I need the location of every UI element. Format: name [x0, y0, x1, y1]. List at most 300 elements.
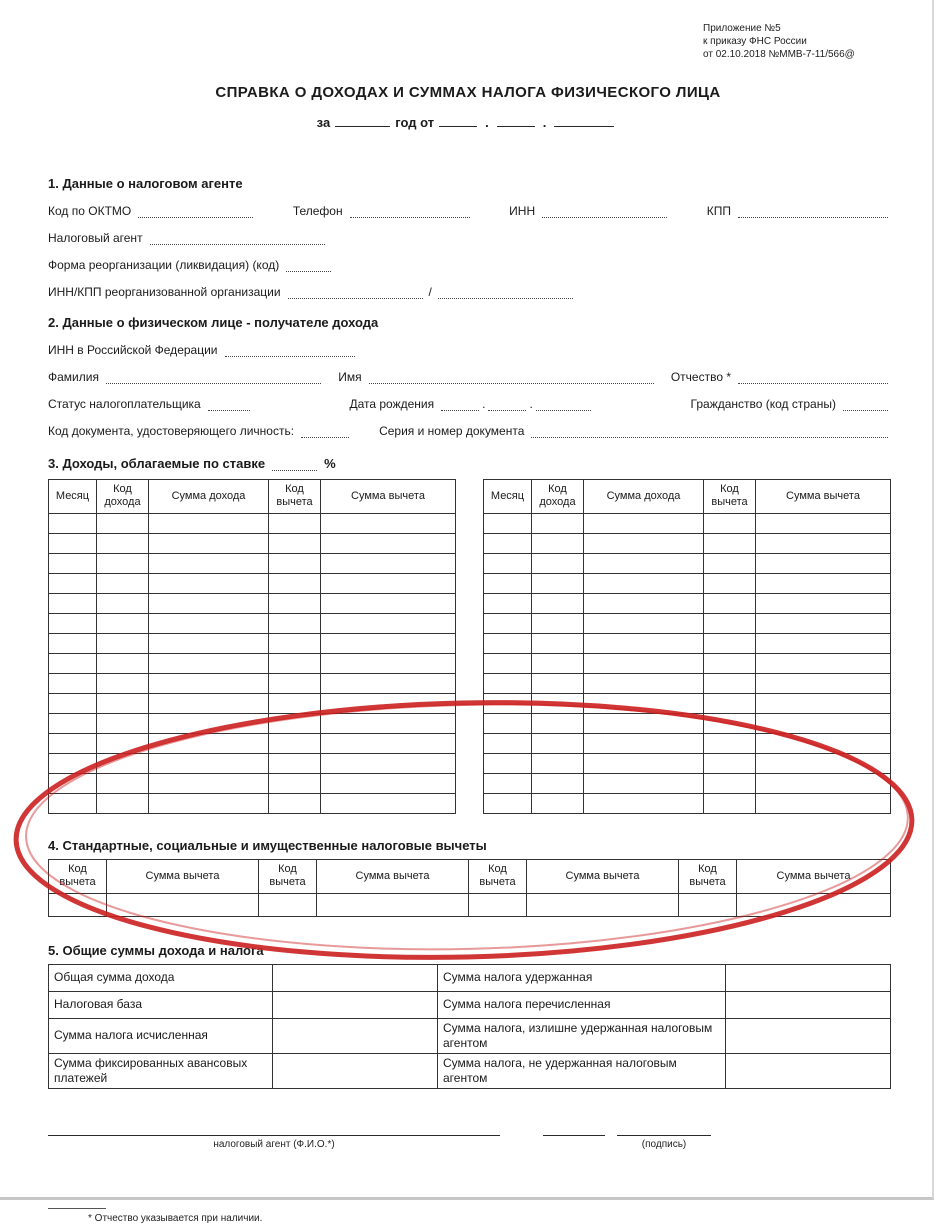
- empty-row: [49, 593, 456, 613]
- empty-row: [484, 633, 891, 653]
- empty-cell: [149, 633, 269, 653]
- empty-cell: [756, 533, 891, 553]
- column-header: Месяц: [484, 479, 532, 513]
- empty-cell: [704, 553, 756, 573]
- totals-label-cell: Сумма налога, излишне удержанная налоговым агентом: [438, 1018, 726, 1053]
- patronymic-field: [738, 371, 888, 384]
- empty-row: [49, 893, 891, 916]
- empty-cell: [97, 693, 149, 713]
- empty-cell: [269, 673, 321, 693]
- empty-cell: [584, 793, 704, 813]
- empty-cell: [584, 553, 704, 573]
- empty-cell: [532, 593, 584, 613]
- taxpayer-status-group: [48, 397, 250, 411]
- empty-cell: [484, 773, 532, 793]
- totals-row: [49, 1053, 891, 1088]
- column-header: Код дохода: [532, 479, 584, 513]
- person-inn-label: ИНН в Российской Федерации: [48, 342, 218, 357]
- empty-cell: [704, 693, 756, 713]
- empty-row: [484, 593, 891, 613]
- empty-cell: [321, 513, 456, 533]
- empty-cell: [97, 653, 149, 673]
- empty-cell: [149, 693, 269, 713]
- year-field: [335, 113, 390, 127]
- empty-cell: [49, 533, 97, 553]
- secondary-line-block: [543, 1135, 605, 1136]
- empty-row: [484, 753, 891, 773]
- slash-separator: /: [428, 284, 432, 299]
- empty-cell: [49, 633, 97, 653]
- phone-field: [350, 205, 470, 218]
- empty-cell: [49, 773, 97, 793]
- totals-row: [49, 991, 891, 1018]
- column-header: Сумма вычета: [321, 479, 456, 513]
- tax-rate-field: [272, 458, 317, 471]
- empty-cell: [321, 793, 456, 813]
- totals-value-cell: [726, 1053, 891, 1088]
- empty-cell: [149, 753, 269, 773]
- firstname-field: [369, 371, 654, 384]
- empty-cell: [756, 573, 891, 593]
- empty-cell: [321, 653, 456, 673]
- empty-cell: [269, 513, 321, 533]
- date-year-field: [554, 113, 614, 127]
- inn-label: ИНН: [509, 203, 536, 218]
- empty-cell: [107, 893, 259, 916]
- empty-row: [49, 753, 456, 773]
- income-table-left: [48, 479, 456, 814]
- empty-cell: [484, 513, 532, 533]
- empty-cell: [321, 613, 456, 633]
- empty-cell: [97, 773, 149, 793]
- empty-cell: [149, 733, 269, 753]
- totals-row: [49, 1018, 891, 1053]
- column-header: Код вычета: [259, 859, 317, 893]
- empty-cell: [756, 773, 891, 793]
- column-header: Сумма вычета: [317, 859, 469, 893]
- agent-row-reorg-inn: [48, 285, 888, 299]
- empty-row: [49, 633, 456, 653]
- empty-cell: [321, 773, 456, 793]
- person-row-status: [48, 397, 888, 411]
- inn-field: [542, 205, 667, 218]
- empty-cell: [317, 893, 469, 916]
- empty-cell: [269, 593, 321, 613]
- empty-cell: [49, 613, 97, 633]
- section5-heading: 5. Общие суммы дохода и налога: [48, 942, 264, 958]
- percent-sign: %: [324, 455, 336, 471]
- column-header: Код вычета: [469, 859, 527, 893]
- empty-cell: [532, 753, 584, 773]
- birth-year-field: [536, 398, 591, 411]
- empty-cell: [737, 893, 891, 916]
- section4-heading: 4. Стандартные, социальные и имущественные налоговые вычеты: [48, 837, 487, 853]
- empty-cell: [756, 753, 891, 773]
- doc-series-field: [531, 425, 888, 438]
- empty-row: [49, 673, 456, 693]
- empty-row: [484, 673, 891, 693]
- surname-group: [48, 370, 321, 384]
- empty-cell: [49, 513, 97, 533]
- empty-row: [49, 573, 456, 593]
- surname-field: [106, 371, 321, 384]
- empty-cell: [704, 633, 756, 653]
- phone-label: Телефон: [292, 203, 343, 218]
- empty-cell: [97, 633, 149, 653]
- totals-row: [49, 964, 891, 991]
- reorg-kpp-field: [438, 286, 573, 299]
- date-separator: .: [529, 396, 533, 411]
- empty-cell: [149, 593, 269, 613]
- empty-row: [49, 693, 456, 713]
- empty-cell: [532, 693, 584, 713]
- doc-series-label: Серия и номер документа: [379, 423, 525, 438]
- empty-row: [484, 773, 891, 793]
- empty-cell: [49, 793, 97, 813]
- empty-cell: [49, 713, 97, 733]
- empty-cell: [321, 633, 456, 653]
- oktmo-label: Код по ОКТМО: [48, 203, 132, 218]
- taxpayer-status-label: Статус налогоплательщика: [48, 396, 201, 411]
- agent-signature-caption: налоговый агент (Ф.И.О.*): [213, 1138, 335, 1150]
- empty-cell: [584, 513, 704, 533]
- empty-cell: [484, 573, 532, 593]
- empty-cell: [97, 733, 149, 753]
- income-tables: [48, 479, 888, 814]
- empty-row: [49, 513, 456, 533]
- empty-cell: [269, 693, 321, 713]
- period-za-label: за: [316, 114, 331, 130]
- empty-cell: [704, 733, 756, 753]
- reorg-inn-kpp-label: ИНН/КПП реорганизованной организации: [48, 284, 281, 299]
- period-ot-label: от: [420, 114, 435, 130]
- totals-value-cell: [273, 1053, 438, 1088]
- empty-cell: [756, 513, 891, 533]
- empty-cell: [704, 753, 756, 773]
- signature-line: [617, 1135, 711, 1136]
- empty-cell: [704, 533, 756, 553]
- empty-cell: [149, 793, 269, 813]
- empty-cell: [532, 713, 584, 733]
- secondary-line: [543, 1135, 605, 1136]
- empty-cell: [484, 533, 532, 553]
- empty-cell: [484, 693, 532, 713]
- taxpayer-status-field: [208, 398, 250, 411]
- kpp-label: КПП: [706, 203, 731, 218]
- empty-cell: [49, 553, 97, 573]
- empty-cell: [97, 573, 149, 593]
- empty-cell: [756, 653, 891, 673]
- empty-cell: [704, 713, 756, 733]
- column-header: Сумма вычета: [737, 859, 891, 893]
- empty-cell: [269, 733, 321, 753]
- empty-cell: [584, 573, 704, 593]
- signature-section: [48, 1135, 888, 1150]
- totals-value-cell: [273, 964, 438, 991]
- empty-cell: [49, 893, 107, 916]
- empty-cell: [484, 673, 532, 693]
- reorg-form-label: Форма реорганизации (ликвидация) (код): [48, 257, 280, 272]
- empty-cell: [321, 753, 456, 773]
- empty-cell: [97, 673, 149, 693]
- firstname-group: [338, 370, 653, 384]
- date-month-field: [497, 113, 535, 127]
- empty-cell: [704, 673, 756, 693]
- empty-cell: [532, 573, 584, 593]
- totals-label-cell: Общая сумма дохода: [49, 964, 273, 991]
- empty-cell: [584, 533, 704, 553]
- empty-cell: [321, 713, 456, 733]
- date-day-field: [439, 113, 477, 127]
- empty-cell: [484, 633, 532, 653]
- kpp-group: [707, 204, 888, 218]
- totals-label-cell: Сумма налога, не удержанная налоговым агентом: [438, 1053, 726, 1088]
- empty-cell: [584, 733, 704, 753]
- empty-cell: [584, 693, 704, 713]
- empty-cell: [756, 693, 891, 713]
- signature-caption: (подпись): [641, 1138, 687, 1150]
- empty-row: [49, 733, 456, 753]
- empty-cell: [584, 613, 704, 633]
- form-reference-line1: Приложение №5: [703, 23, 781, 34]
- empty-cell: [704, 593, 756, 613]
- agent-signature-block: [48, 1135, 500, 1150]
- doc-series-group: [379, 424, 888, 438]
- totals-value-cell: [273, 991, 438, 1018]
- empty-cell: [704, 773, 756, 793]
- empty-row: [484, 553, 891, 573]
- citizenship-group: [691, 397, 888, 411]
- inn-group: [509, 204, 667, 218]
- empty-cell: [704, 653, 756, 673]
- empty-cell: [149, 533, 269, 553]
- doc-code-field: [301, 425, 349, 438]
- totals-value-cell: [726, 964, 891, 991]
- date-separator: .: [482, 396, 486, 411]
- empty-cell: [484, 613, 532, 633]
- form-reference-line2: к приказу ФНС России: [703, 36, 807, 48]
- column-header: Сумма вычета: [756, 479, 891, 513]
- tax-agent-label: Налоговый агент: [48, 230, 143, 245]
- empty-cell: [97, 753, 149, 773]
- empty-cell: [756, 793, 891, 813]
- empty-cell: [679, 893, 737, 916]
- totals-value-cell: [273, 1018, 438, 1053]
- empty-cell: [484, 593, 532, 613]
- empty-cell: [756, 673, 891, 693]
- column-header: Сумма вычета: [107, 859, 259, 893]
- empty-cell: [484, 713, 532, 733]
- empty-cell: [704, 513, 756, 533]
- empty-row: [49, 773, 456, 793]
- empty-cell: [484, 553, 532, 573]
- column-header: Код вычета: [679, 859, 737, 893]
- empty-cell: [97, 613, 149, 633]
- empty-cell: [149, 513, 269, 533]
- doc-code-label: Код документа, удостоверяющего личность:: [48, 423, 295, 438]
- section3-heading: 3. Доходы, облагаемые по ставке: [48, 455, 266, 471]
- column-header: Месяц: [49, 479, 97, 513]
- totals-label-cell: Сумма налога исчисленная: [49, 1018, 273, 1053]
- empty-cell: [756, 713, 891, 733]
- section1-heading: 1. Данные о налоговом агенте: [48, 175, 243, 191]
- empty-row: [484, 653, 891, 673]
- birth-month-field: [488, 398, 526, 411]
- empty-cell: [584, 633, 704, 653]
- empty-cell: [584, 753, 704, 773]
- agent-row-name: [48, 231, 888, 245]
- oktmo-field: [138, 205, 253, 218]
- empty-cell: [149, 613, 269, 633]
- empty-row: [484, 693, 891, 713]
- empty-cell: [269, 533, 321, 553]
- person-row-inn: [48, 343, 888, 357]
- empty-cell: [269, 553, 321, 573]
- empty-cell: [321, 733, 456, 753]
- empty-cell: [49, 593, 97, 613]
- empty-cell: [704, 613, 756, 633]
- empty-cell: [756, 553, 891, 573]
- empty-cell: [49, 653, 97, 673]
- empty-cell: [97, 793, 149, 813]
- empty-cell: [484, 753, 532, 773]
- empty-row: [49, 613, 456, 633]
- empty-cell: [532, 793, 584, 813]
- empty-cell: [49, 733, 97, 753]
- empty-cell: [584, 593, 704, 613]
- empty-cell: [321, 593, 456, 613]
- empty-cell: [149, 713, 269, 733]
- empty-cell: [532, 553, 584, 573]
- income-table-right: [483, 479, 891, 814]
- empty-cell: [532, 513, 584, 533]
- empty-cell: [269, 613, 321, 633]
- form-reference-line3: от 02.10.2018 №ММВ-7-11/566@: [703, 49, 855, 61]
- empty-cell: [532, 653, 584, 673]
- empty-cell: [97, 713, 149, 733]
- kpp-field: [738, 205, 888, 218]
- person-row-document: [48, 424, 888, 438]
- empty-cell: [49, 693, 97, 713]
- empty-cell: [97, 593, 149, 613]
- empty-cell: [97, 533, 149, 553]
- empty-cell: [321, 553, 456, 573]
- empty-cell: [321, 573, 456, 593]
- totals-label-cell: Сумма налога перечисленная: [438, 991, 726, 1018]
- empty-cell: [269, 753, 321, 773]
- empty-cell: [149, 653, 269, 673]
- tax-agent-field: [150, 232, 325, 245]
- period-god-label: год: [395, 114, 417, 130]
- empty-cell: [584, 673, 704, 693]
- empty-row: [484, 613, 891, 633]
- doc-code-group: [48, 424, 349, 438]
- empty-cell: [149, 553, 269, 573]
- empty-cell: [484, 653, 532, 673]
- birth-day-field: [441, 398, 479, 411]
- empty-cell: [149, 773, 269, 793]
- empty-cell: [269, 653, 321, 673]
- empty-cell: [321, 533, 456, 553]
- empty-cell: [97, 513, 149, 533]
- surname-label: Фамилия: [48, 369, 99, 384]
- reorg-inn-field: [288, 286, 423, 299]
- empty-cell: [484, 793, 532, 813]
- empty-row: [484, 573, 891, 593]
- column-header: Сумма дохода: [584, 479, 704, 513]
- totals-label-cell: Налоговая база: [49, 991, 273, 1018]
- empty-cell: [149, 573, 269, 593]
- empty-cell: [532, 733, 584, 753]
- empty-cell: [532, 633, 584, 653]
- empty-cell: [532, 613, 584, 633]
- footnote-divider: [48, 1208, 106, 1209]
- totals-table: [48, 964, 891, 1089]
- empty-row: [49, 553, 456, 573]
- reorg-code-field: [286, 259, 331, 272]
- empty-row: [49, 533, 456, 553]
- date-separator: .: [485, 114, 489, 130]
- deductions-table: [48, 859, 891, 917]
- empty-cell: [532, 673, 584, 693]
- column-header: Код вычета: [704, 479, 756, 513]
- firstname-label: Имя: [338, 369, 362, 384]
- person-inn-field: [225, 344, 355, 357]
- empty-row: [484, 513, 891, 533]
- empty-cell: [49, 573, 97, 593]
- empty-cell: [259, 893, 317, 916]
- date-separator: .: [542, 114, 547, 130]
- empty-cell: [97, 553, 149, 573]
- empty-cell: [469, 893, 527, 916]
- agent-row-reorg: [48, 258, 888, 272]
- totals-value-cell: [726, 991, 891, 1018]
- empty-cell: [756, 733, 891, 753]
- empty-cell: [269, 793, 321, 813]
- empty-row: [484, 713, 891, 733]
- empty-cell: [532, 773, 584, 793]
- patronymic-label: Отчество *: [670, 369, 731, 384]
- person-row-name: [48, 370, 888, 384]
- patronymic-group: [671, 370, 888, 384]
- empty-cell: [269, 773, 321, 793]
- empty-row: [484, 533, 891, 553]
- empty-cell: [756, 633, 891, 653]
- birthdate-label: Дата рождения: [349, 396, 435, 411]
- empty-cell: [269, 713, 321, 733]
- empty-cell: [149, 673, 269, 693]
- totals-label-cell: Сумма налога удержанная: [438, 964, 726, 991]
- column-header: Код вычета: [49, 859, 107, 893]
- column-header: Сумма дохода: [149, 479, 269, 513]
- empty-cell: [321, 673, 456, 693]
- empty-cell: [584, 653, 704, 673]
- empty-cell: [704, 793, 756, 813]
- empty-cell: [269, 573, 321, 593]
- column-header: Код дохода: [97, 479, 149, 513]
- empty-cell: [49, 673, 97, 693]
- empty-row: [484, 733, 891, 753]
- empty-cell: [584, 773, 704, 793]
- empty-cell: [484, 733, 532, 753]
- empty-cell: [704, 573, 756, 593]
- citizenship-label: Гражданство (код страны): [690, 396, 836, 411]
- totals-label-cell: Сумма фиксированных авансовых платежей: [49, 1053, 273, 1088]
- header-row: [49, 479, 456, 513]
- phone-group: [293, 204, 470, 218]
- agent-signature-line: [48, 1135, 500, 1136]
- column-header: Сумма вычета: [527, 859, 679, 893]
